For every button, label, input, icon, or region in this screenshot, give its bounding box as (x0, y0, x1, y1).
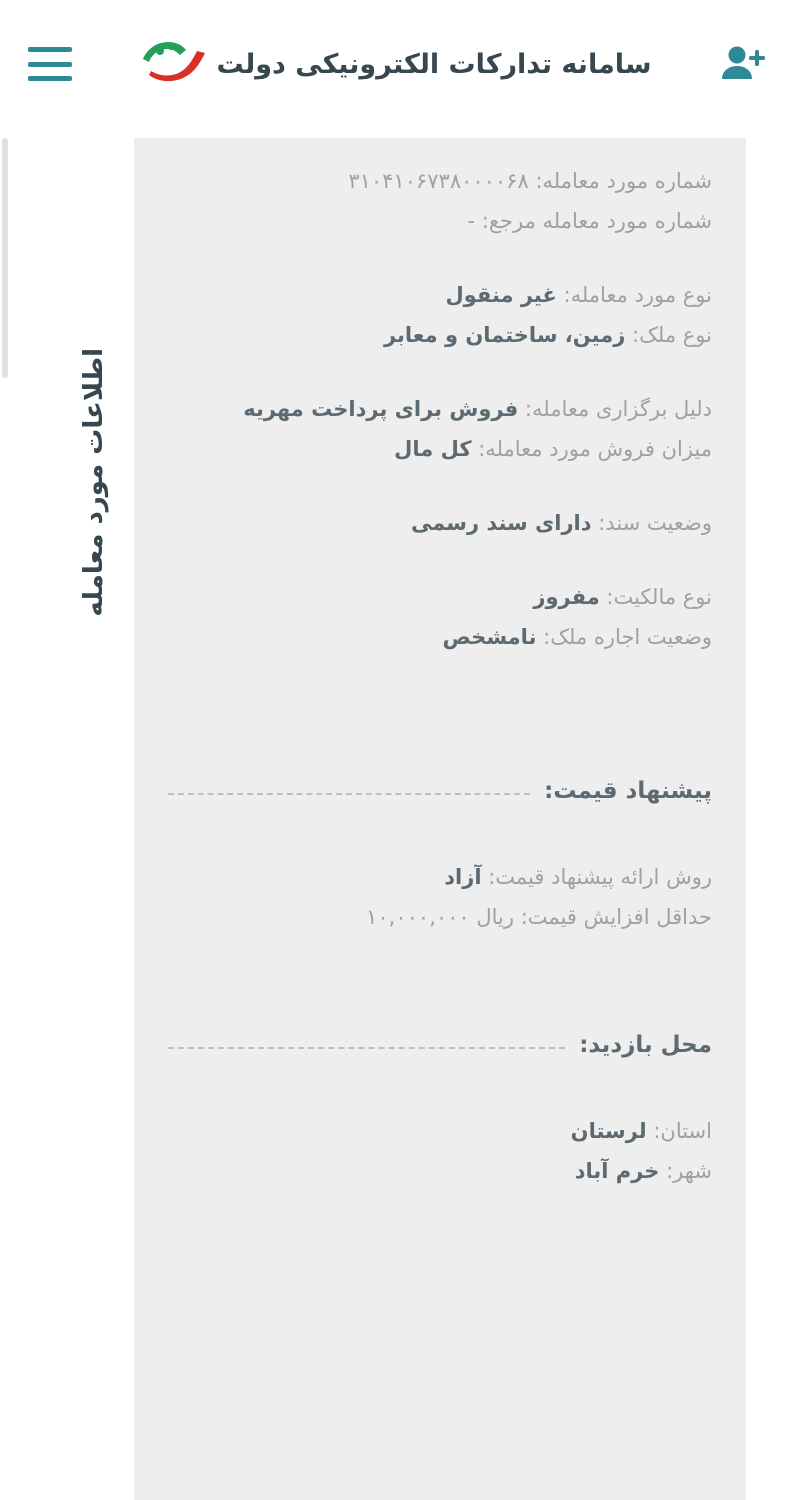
field-rent-status (168, 620, 712, 654)
field-label: استان: (653, 1119, 712, 1144)
brand (72, 35, 714, 93)
field-value: کل مال (394, 437, 472, 462)
dashed-divider (168, 793, 530, 795)
spacer (168, 244, 712, 278)
transaction-info-card (134, 138, 746, 1500)
page-title: سامانه تدارکات الکترونیکی دولت (216, 48, 652, 80)
spacer (168, 358, 712, 392)
field-label: وضعیت سند: (598, 511, 712, 536)
field-value: - (467, 209, 476, 234)
section-heading: پیشنهاد قیمت: (544, 778, 712, 805)
field-value: فروش برای پرداخت مهریه (243, 397, 519, 422)
field-value: آزاد (444, 865, 482, 890)
field-label: نوع مالکیت: (606, 585, 712, 610)
hamburger-menu-button[interactable] (28, 47, 72, 81)
field-price-offer-method (168, 860, 712, 894)
field-value: ۳۱۰۴۱۰۶۷۳۸۰۰۰۰۶۸ (348, 169, 529, 193)
field-min-price-increase (168, 900, 712, 934)
spacer (168, 808, 712, 860)
field-value: خرم آباد (574, 1159, 660, 1184)
field-label: دلیل برگزاری معامله: (524, 397, 712, 422)
dashed-divider (168, 1047, 565, 1049)
visit-location-section-header (168, 1032, 712, 1058)
left-margin-strip (46, 138, 54, 1500)
field-transaction-reason (168, 392, 712, 426)
user-add-icon (720, 43, 770, 85)
spacer (168, 660, 712, 778)
field-label: شهر: (666, 1159, 712, 1184)
field-value: لرستان (570, 1119, 647, 1144)
section-title-column (54, 138, 134, 1500)
field-value: غیر منقول (445, 283, 557, 308)
field-value: ۱۰,۰۰۰,۰۰۰ ریال (366, 905, 515, 930)
spacer (168, 1062, 712, 1114)
field-label: میزان فروش مورد معامله: (478, 437, 712, 462)
field-label: روش ارائه پیشنهاد قیمت: (488, 865, 712, 890)
field-value: دارای سند رسمی (410, 511, 592, 536)
field-value: مفروز (533, 585, 600, 610)
field-province (168, 1114, 712, 1148)
price-offer-section-header (168, 778, 712, 804)
section-heading: محل بازدید: (579, 1032, 712, 1059)
field-label: شماره مورد معامله مرجع: (481, 209, 712, 234)
transaction-info-panel (54, 138, 746, 1500)
field-label: نوع ملک: (632, 323, 712, 348)
field-label: حداقل افزایش قیمت: (520, 905, 712, 930)
field-reference-number (168, 204, 712, 238)
field-ownership-type (168, 580, 712, 614)
field-property-type (168, 318, 712, 352)
scrollbar-thumb[interactable] (2, 138, 8, 378)
user-add-button[interactable] (714, 39, 776, 89)
field-document-status (168, 506, 712, 540)
spacer (168, 472, 712, 506)
spacer (168, 940, 712, 1032)
field-city (168, 1154, 712, 1188)
page-body (0, 128, 804, 1500)
field-label: شماره مورد معامله: (535, 169, 712, 193)
field-label: نوع مورد معامله: (563, 283, 712, 308)
setadiran-logo-icon (135, 35, 213, 93)
field-value: نامشخص (442, 625, 537, 650)
hamburger-line (28, 62, 72, 67)
hamburger-line (28, 76, 72, 81)
spacer (168, 546, 712, 580)
field-value: زمین، ساختمان و معابر (383, 323, 626, 348)
field-sale-amount (168, 432, 712, 466)
hamburger-line (28, 47, 72, 52)
app-header (0, 0, 804, 128)
field-transaction-type (168, 278, 712, 312)
page-scrollbar[interactable] (0, 138, 10, 1500)
section-title: اطلاعات مورد معامله (79, 348, 109, 617)
field-label: وضعیت اجاره ملک: (543, 625, 712, 650)
field-transaction-number (168, 164, 712, 198)
